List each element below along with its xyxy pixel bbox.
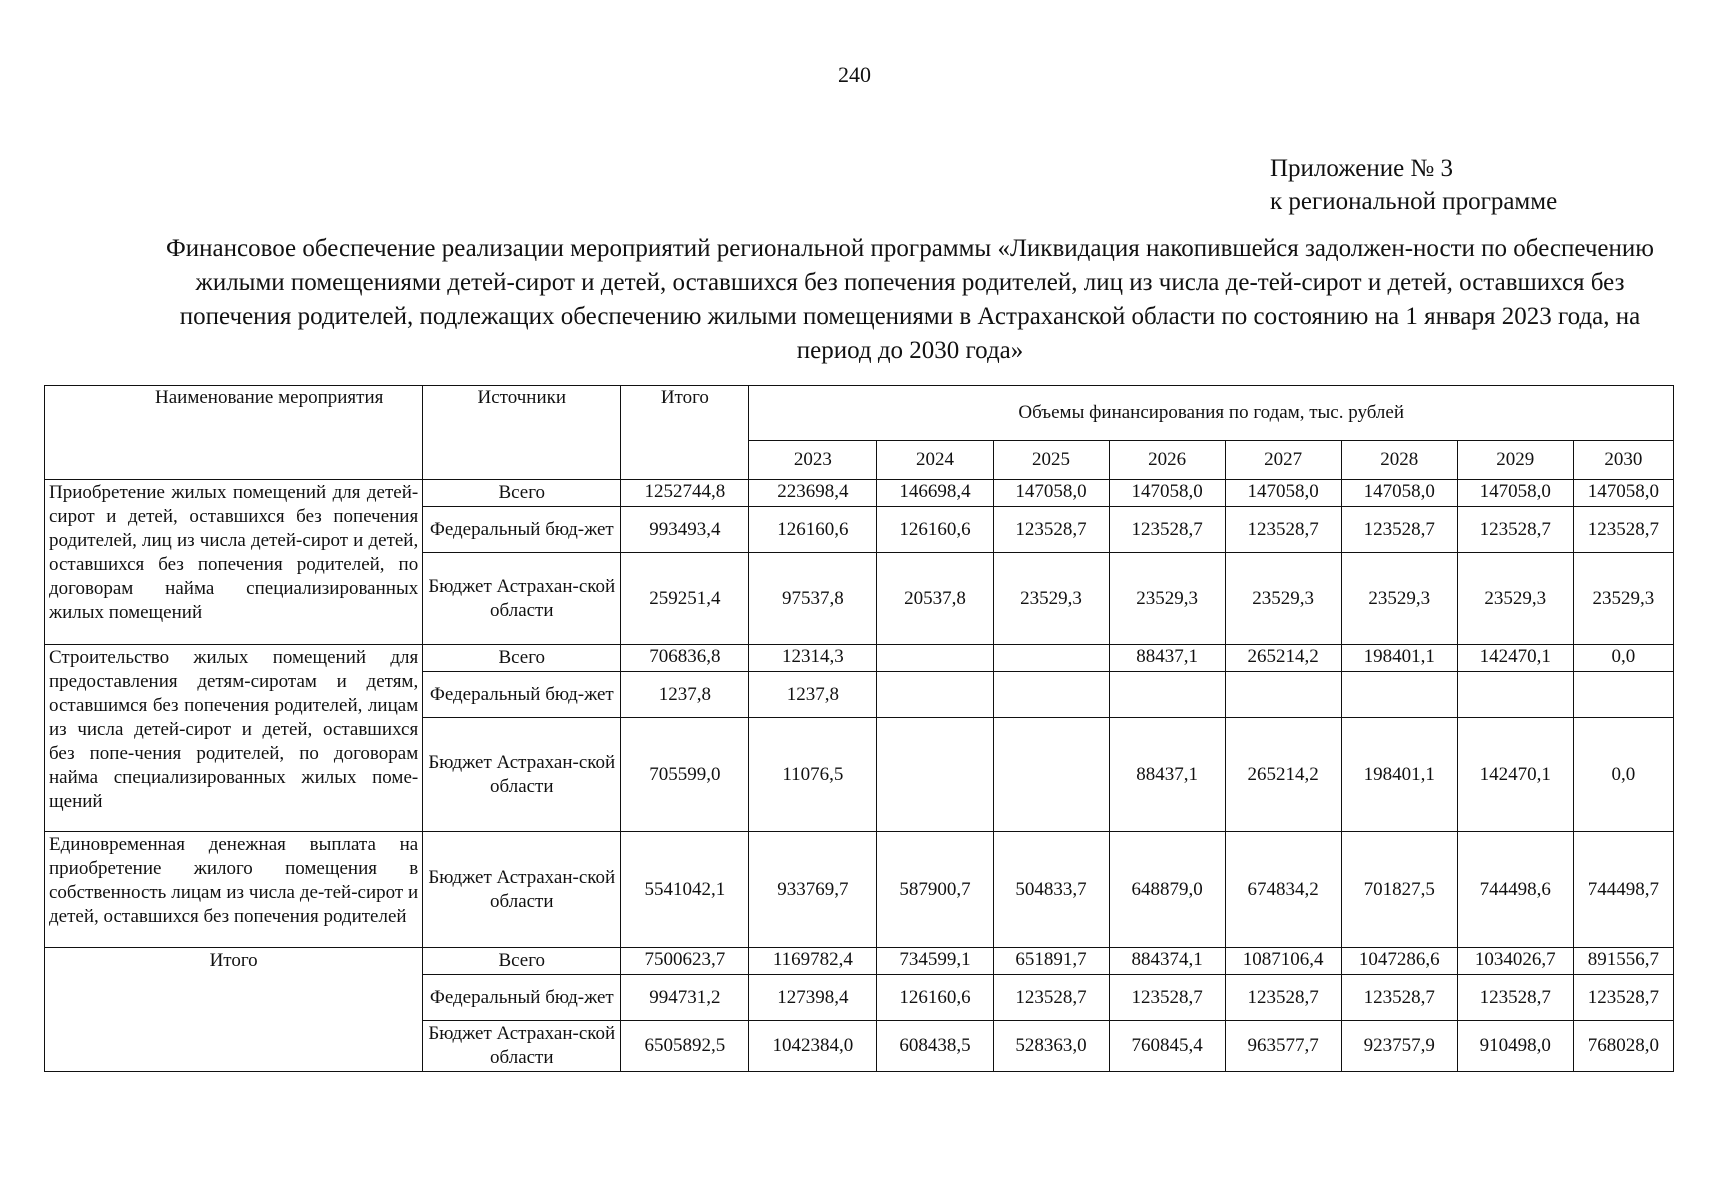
year-value: 744498,6 <box>1457 832 1573 948</box>
header-year: 2028 <box>1341 441 1457 480</box>
year-value: 23529,3 <box>993 553 1109 645</box>
year-value <box>1457 672 1573 718</box>
year-value: 123528,7 <box>1573 507 1673 553</box>
year-value: 223698,4 <box>749 480 877 507</box>
year-value: 884374,1 <box>1109 948 1225 975</box>
year-value: 142470,1 <box>1457 718 1573 832</box>
header-year: 2029 <box>1457 441 1573 480</box>
year-value: 127398,4 <box>749 975 877 1021</box>
document-title: Финансовое обеспечение реализации мероприятий региональной программы «Ликвидация накопившейся задолжен-ности по обеспечению жилыми помещениями детей-сирот и детей, оставшихся без попечения родителей, лиц из числа де-тей-сирот и детей, оставшихся без попечения родителей, подлежащих обеспечению жилыми помещениями в Астраханской области по состоянию на 1 января 2023 года, на период до 2030 года» <box>166 235 1654 364</box>
funding-source: Бюджет Астрахан-ской области <box>423 553 621 645</box>
year-value <box>1573 672 1673 718</box>
year-value: 0,0 <box>1573 645 1673 672</box>
year-value: 891556,7 <box>1573 948 1673 975</box>
year-value: 147058,0 <box>1573 480 1673 507</box>
table-row <box>45 948 1674 975</box>
year-value: 147058,0 <box>1341 480 1457 507</box>
year-value: 123528,7 <box>1457 507 1573 553</box>
header-volumes: Объемы финансирования по годам, тыс. рублей <box>749 386 1674 441</box>
year-value <box>877 672 993 718</box>
year-value: 23529,3 <box>1341 553 1457 645</box>
year-value: 147058,0 <box>1109 480 1225 507</box>
year-value: 126160,6 <box>749 507 877 553</box>
header-year: 2025 <box>993 441 1109 480</box>
year-value: 1047286,6 <box>1341 948 1457 975</box>
year-value: 123528,7 <box>1109 507 1225 553</box>
table-body <box>45 480 1674 1072</box>
year-value: 123528,7 <box>993 507 1109 553</box>
activity-name: Итого <box>45 948 423 1072</box>
header-year: 2030 <box>1573 441 1673 480</box>
year-value: 198401,1 <box>1341 645 1457 672</box>
year-value: 23529,3 <box>1573 553 1673 645</box>
header-year: 2026 <box>1109 441 1225 480</box>
table-row <box>45 480 1674 507</box>
year-value: 923757,9 <box>1341 1021 1457 1072</box>
year-value: 147058,0 <box>1225 480 1341 507</box>
year-value: 198401,1 <box>1341 718 1457 832</box>
funding-source: Федеральный бюд-жет <box>423 672 621 718</box>
year-value: 23529,3 <box>1457 553 1573 645</box>
year-value <box>1225 672 1341 718</box>
year-value: 97537,8 <box>749 553 877 645</box>
year-value <box>1109 672 1225 718</box>
appendix-note <box>1270 152 1557 218</box>
funding-source: Всего <box>423 480 621 507</box>
header-year: 2024 <box>877 441 993 480</box>
year-value: 1237,8 <box>749 672 877 718</box>
year-value: 760845,4 <box>1109 1021 1225 1072</box>
year-value <box>1341 672 1457 718</box>
year-value: 123528,7 <box>1109 975 1225 1021</box>
total-value: 994731,2 <box>621 975 749 1021</box>
funding-source: Бюджет Астрахан-ской области <box>423 718 621 832</box>
year-value: 674834,2 <box>1225 832 1341 948</box>
activity-name: Строительство жилых помещений для предоставления детям-сиротам и детям, оставшимся без попечения родителей, лицам из числа детей-сирот и детей, оставшихся без попе-чения родителей, по договорам найма специализированных жилых поме-щений <box>45 645 423 832</box>
year-value: 701827,5 <box>1341 832 1457 948</box>
year-value: 123528,7 <box>1225 507 1341 553</box>
year-value: 142470,1 <box>1457 645 1573 672</box>
header-year: 2023 <box>749 441 877 480</box>
year-value: 608438,5 <box>877 1021 993 1072</box>
total-value: 7500623,7 <box>621 948 749 975</box>
year-value: 651891,7 <box>993 948 1109 975</box>
year-value <box>877 718 993 832</box>
year-value: 528363,0 <box>993 1021 1109 1072</box>
year-value <box>877 645 993 672</box>
year-value: 146698,4 <box>877 480 993 507</box>
header-total: Итого <box>621 386 749 480</box>
year-value: 147058,0 <box>993 480 1109 507</box>
total-value: 706836,8 <box>621 645 749 672</box>
year-value: 504833,7 <box>993 832 1109 948</box>
year-value: 587900,7 <box>877 832 993 948</box>
year-value: 123528,7 <box>1457 975 1573 1021</box>
year-value: 123528,7 <box>1341 507 1457 553</box>
year-value: 88437,1 <box>1109 718 1225 832</box>
page-number: 240 <box>838 62 871 87</box>
year-value <box>993 718 1109 832</box>
appendix-line-1: Приложение № 3 <box>1270 155 1454 182</box>
year-value: 11076,5 <box>749 718 877 832</box>
year-value <box>993 645 1109 672</box>
funding-source: Бюджет Астрахан-ской области <box>423 832 621 948</box>
total-value: 259251,4 <box>621 553 749 645</box>
table-row <box>45 832 1674 948</box>
year-value: 1042384,0 <box>749 1021 877 1072</box>
year-value: 1169782,4 <box>749 948 877 975</box>
year-value: 910498,0 <box>1457 1021 1573 1072</box>
header-sources: Источники <box>423 386 621 480</box>
funding-source: Федеральный бюд-жет <box>423 507 621 553</box>
table-row <box>45 645 1674 672</box>
total-value: 5541042,1 <box>621 832 749 948</box>
financing-table <box>44 385 1674 1072</box>
year-value: 963577,7 <box>1225 1021 1341 1072</box>
activity-name: Единовременная денежная выплата на приобретение жилого помещения в собственность лицам из числа де-тей-сирот и детей, оставшихся без попечения родителей <box>45 832 423 948</box>
year-value: 265214,2 <box>1225 718 1341 832</box>
total-value: 1252744,8 <box>621 480 749 507</box>
year-value: 1087106,4 <box>1225 948 1341 975</box>
year-value: 123528,7 <box>1573 975 1673 1021</box>
year-value: 1034026,7 <box>1457 948 1573 975</box>
header-year: 2027 <box>1225 441 1341 480</box>
year-value: 123528,7 <box>1341 975 1457 1021</box>
appendix-line-2: к региональной программе <box>1270 188 1558 215</box>
year-value: 0,0 <box>1573 718 1673 832</box>
total-value: 6505892,5 <box>621 1021 749 1072</box>
year-value: 147058,0 <box>1457 480 1573 507</box>
year-value: 265214,2 <box>1225 645 1341 672</box>
year-value: 123528,7 <box>993 975 1109 1021</box>
year-value: 88437,1 <box>1109 645 1225 672</box>
year-value: 744498,7 <box>1573 832 1673 948</box>
year-value: 768028,0 <box>1573 1021 1673 1072</box>
year-value <box>993 672 1109 718</box>
total-value: 993493,4 <box>621 507 749 553</box>
funding-source: Федеральный бюд-жет <box>423 975 621 1021</box>
funding-source: Бюджет Астрахан-ской области <box>423 1021 621 1072</box>
total-value: 705599,0 <box>621 718 749 832</box>
year-value: 126160,6 <box>877 975 993 1021</box>
header-name: Наименование мероприятия <box>45 386 423 480</box>
activity-name: Приобретение жилых помещений для детей-сирот и детей, оставшихся без попечения родителей, лиц из числа детей-сирот и детей, оставшихся без попечения родителей, по договорам найма специализированных жилых помещений <box>45 480 423 645</box>
year-value: 23529,3 <box>1225 553 1341 645</box>
year-value: 734599,1 <box>877 948 993 975</box>
header-row-1 <box>45 386 1674 441</box>
year-value: 23529,3 <box>1109 553 1225 645</box>
year-value: 12314,3 <box>749 645 877 672</box>
funding-source: Всего <box>423 645 621 672</box>
year-value: 933769,7 <box>749 832 877 948</box>
year-value: 20537,8 <box>877 553 993 645</box>
year-value: 648879,0 <box>1109 832 1225 948</box>
year-value: 126160,6 <box>877 507 993 553</box>
total-value: 1237,8 <box>621 672 749 718</box>
funding-source: Всего <box>423 948 621 975</box>
year-value: 123528,7 <box>1225 975 1341 1021</box>
